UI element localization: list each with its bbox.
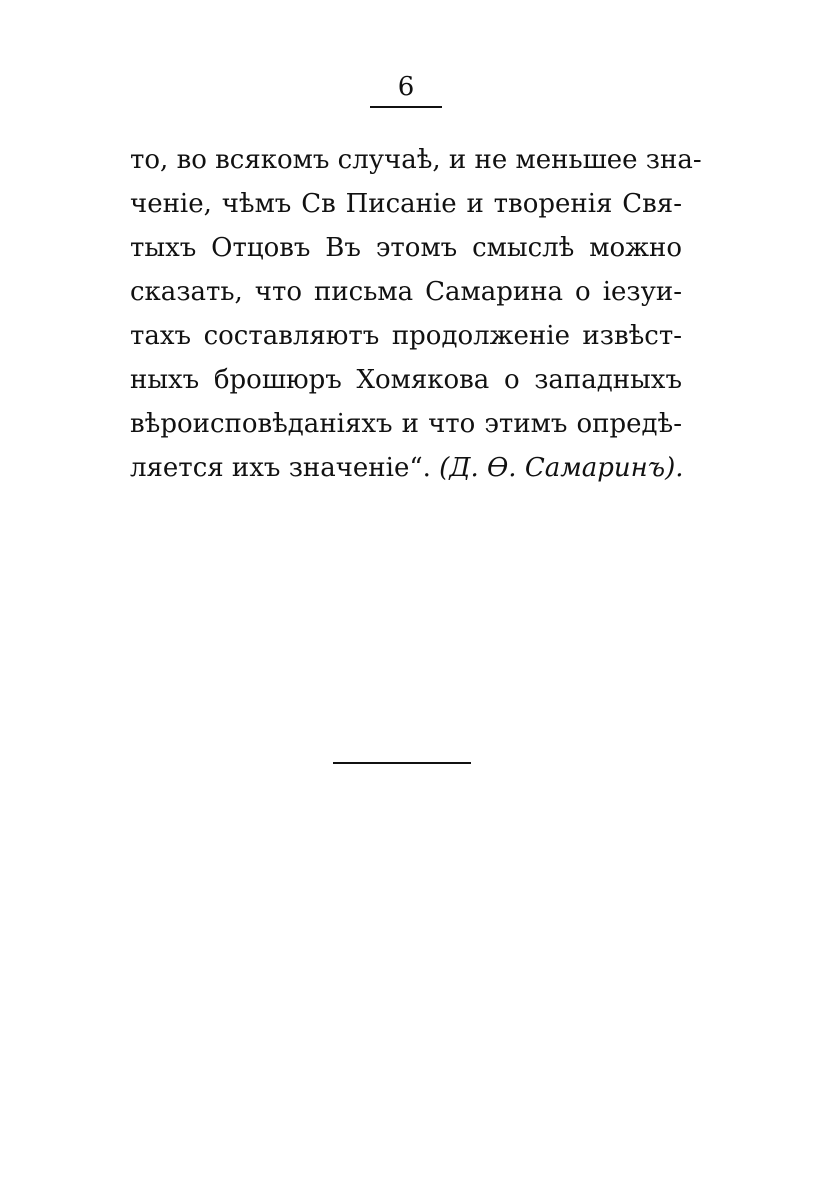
section-end-rule bbox=[333, 762, 471, 764]
text-line-last bbox=[130, 446, 682, 490]
body-text bbox=[130, 138, 702, 490]
text-line: ныхъ брошюръ Хомякова о западныхъ bbox=[130, 365, 682, 395]
page-number: 6 bbox=[397, 72, 415, 102]
text-line: то, во всякомъ случаѣ, и не меньшее зна- bbox=[130, 145, 702, 175]
attribution: (Д. Ѳ. Самаринъ). bbox=[439, 453, 684, 483]
text-line: тыхъ Отцовъ Въ этомъ смыслѣ можно bbox=[130, 233, 682, 263]
last-line-text: ляется ихъ значеніе“. bbox=[130, 453, 431, 483]
text-line: тахъ составляютъ продолженіе извѣст- bbox=[130, 321, 682, 351]
page-number-underline bbox=[370, 106, 442, 108]
text-line: ченіе, чѣмъ Св Писаніе и творенія Свя- bbox=[130, 189, 682, 219]
text-line: сказать, что письма Самарина о iезуи- bbox=[130, 277, 682, 307]
text-line: вѣроисповѣданіяхъ и что этимъ опредѣ- bbox=[130, 409, 682, 439]
